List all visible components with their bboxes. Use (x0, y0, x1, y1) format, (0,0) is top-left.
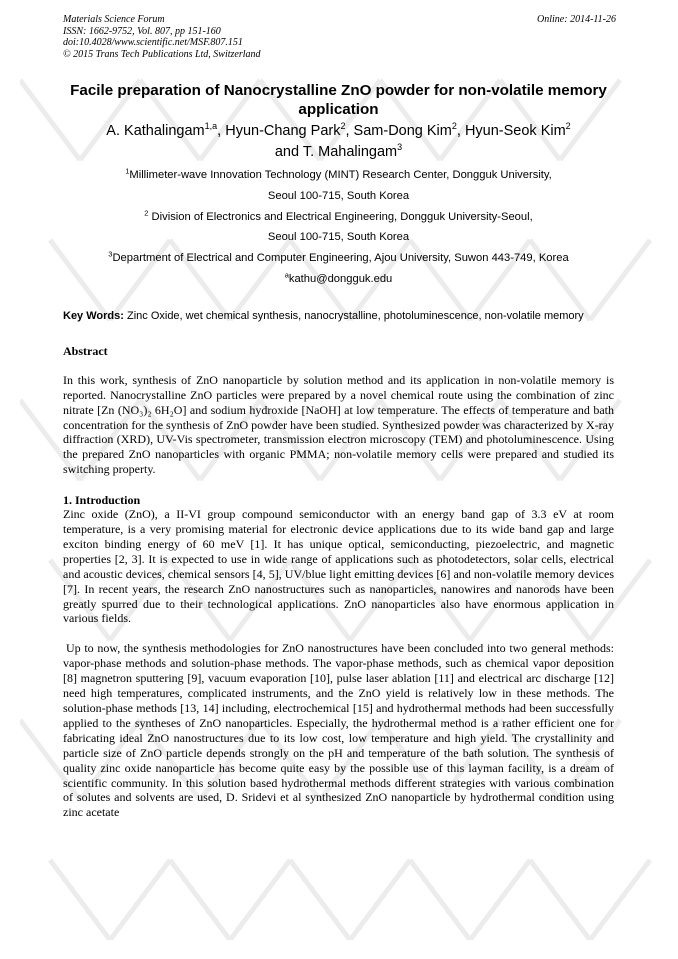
online-date: Online: 2014-11-26 (537, 14, 616, 25)
affiliation-1 (63, 165, 614, 186)
author-sup: 2 (340, 121, 346, 132)
introduction-heading: 1. Introduction (63, 493, 141, 508)
author-name: Sam-Dong Kim (353, 123, 452, 139)
keywords-label: Key Words: (63, 309, 124, 322)
author-sup: 2 (565, 121, 571, 132)
introduction-paragraph-2: Up to now, the synthesis methodologies for ZnO nanostructures have been concluded into two general methods: vapor-phase methods and solution-phase methods. The vapor-phase methods, such as chemical vapor deposition [8] magnetron sputtering [9], vacuum evaporation [10], pulse laser ablation [11] and electrical arc discharge [12] need high temperatures, complicated instruments, and the ZnO yield is relatively low in these methods. The solution-phase methods [13, 14] including, electrochemical [15] and hydrothermal methods had been successfully applied to the syntheses of ZnO nanoparticles. Especially, the hydrothermal method is a rather efficient one for fabricating ideal ZnO nanostructures due to its low cost, low temperature and high yield. The crystallinity and particle size of ZnO particle depends strongly on the pH and temperature of the bath solution. The synthesis of quality zinc oxide nanoparticle has become quite easy by the possible use of this layman facility, is a dream of scientific community. In this solution based hydrothermal methods different strategies with various combination of solutes and solvents are used, D. Sridevi et al synthesized ZnO nanoparticle by hydrothermal condition using zinc acetate (63, 641, 614, 820)
affiliation-sup: 2 (144, 207, 149, 217)
copyright-line: © 2015 Trans Tech Publications Ltd, Switzerland (63, 48, 261, 60)
author-sup: 3 (397, 142, 403, 153)
abstract-body: In this work, synthesis of ZnO nanoparticle by solution method and its application in non-volatile memory is reported. Nanocrystalline ZnO particles were prepared by a novel chemical route using the combination of zinc nitrate [Zn (NO₃)₂ 6H₂O] and sodium hydroxide [NaOH] at low temperature. The effects of temperature and bath concentration for the synthesis of ZnO powder have been studied. Synthesized powder was characterized by X-ray diffraction (XRD), UV-Vis spectrometer, transmission electron microscopy (TEM) and photoluminescence. Using the prepared ZnO nanoparticles with organic PMMA; non-volatile memory cells were prepared and studied its switching property. (63, 372, 614, 477)
introduction-paragraph-1: Zinc oxide (ZnO), a II-VI group compound semiconductor with an energy band gap of 3.3 eV at room temperature, is a very promising material for electronic device applications due to its wide band gap and large exciton binding energy of 60 meV [1]. It has unique optical, semiconducting, piezoelectric, and magnetic properties [2, 3]. It is expected to use in wide range of applications such as photodetectors, solar cells, electrical and acoustic devices, chemical sensors [4, 5], UV/blue light emitting devices [6] and non-volatile memory devices [7]. In recent years, the research ZnO nanostructures such as nanoparticles, nanowires and nanorods have been greatly spurred due to their technological applications. ZnO nanoparticles also have enormous application in various fields. (63, 507, 614, 626)
paper-title: Facile preparation of Nanocrystalline ZnO powder for non-volatile memory application (70, 82, 607, 118)
author-sup: 2 (451, 121, 457, 132)
author-name: Hyun-Chang Park (225, 123, 341, 139)
affiliation-3 (63, 248, 614, 269)
author-name: A. Kathalingam (106, 123, 205, 139)
affiliation-sup: 1 (125, 166, 130, 176)
contact-email[interactable] (63, 269, 614, 290)
affiliation-text: Division of Electronics and Electrical Engineering, Dongguk University-Seoul, (148, 210, 533, 223)
affiliation-sup: 3 (108, 249, 113, 259)
affiliation-text: Department of Electrical and Computer Engineering, Ajou University, Suwon 443-749, Korea (112, 252, 569, 265)
keywords (63, 310, 614, 323)
doi-line[interactable]: doi:10.4028/www.scientific.net/MSF.807.151 (63, 37, 243, 48)
author-name: and T. Mahalingam (274, 144, 398, 160)
author-sup: 1,a (204, 121, 218, 132)
affiliation-1-city: Seoul 100-715, South Korea (267, 189, 410, 202)
author-name: Hyun-Seok Kim (464, 123, 566, 139)
journal-header (63, 14, 616, 60)
affiliation-2 (63, 207, 614, 228)
author-list (63, 121, 614, 163)
affiliation-2-city: Seoul 100-715, South Korea (267, 231, 410, 244)
journal-name: Materials Science Forum (63, 14, 165, 25)
author-separator: , (456, 123, 465, 139)
abstract-heading: Abstract (63, 343, 108, 358)
affiliation-text: Millimeter-wave Innovation Technology (MINT) Research Center, Dongguk University, (129, 169, 552, 181)
author-separator: , (217, 123, 226, 139)
author-separator: , (345, 123, 354, 139)
paper-body (63, 81, 614, 820)
keywords-text: Zinc Oxide, wet chemical synthesis, nanocrystalline, photoluminescence, non-volatile memory (123, 309, 584, 322)
issn-line: ISSN: 1662-9752, Vol. 807, pp 151-160 (63, 25, 221, 37)
affiliations (63, 165, 614, 290)
email-sup: a (284, 270, 289, 280)
email-text[interactable]: kathu@dongguk.edu (288, 272, 393, 285)
